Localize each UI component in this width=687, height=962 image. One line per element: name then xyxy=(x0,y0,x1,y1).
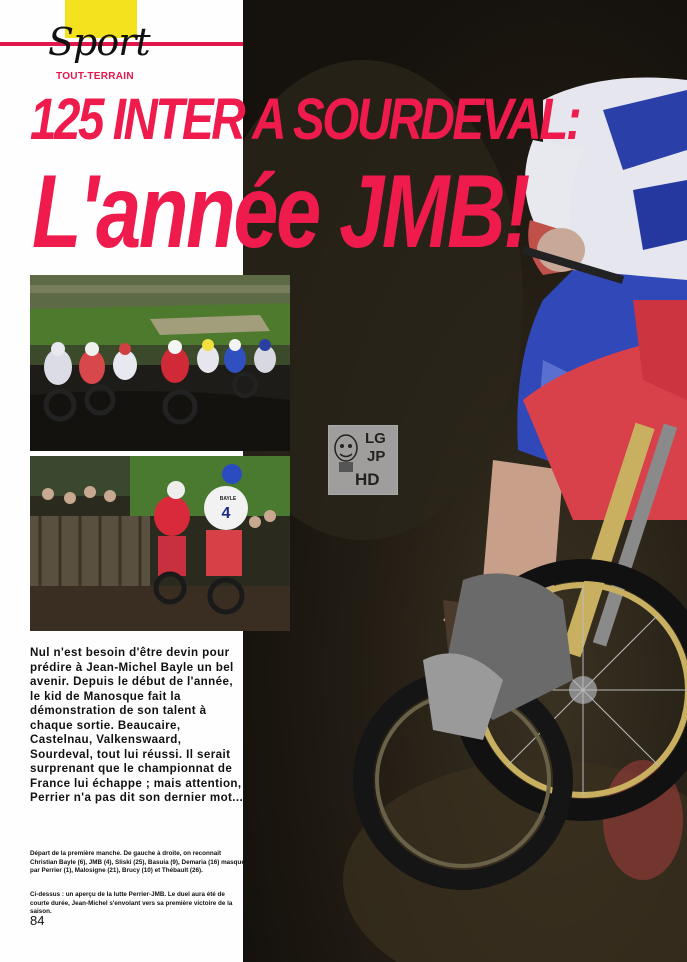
watermark-stamp xyxy=(328,425,398,495)
race-start-illustration xyxy=(30,275,290,451)
lead-paragraph: Nul n'est besoin d'être devin pour prédire à Jean-Michel Bayle un bel avenir. Depuis le début de l'année, le kid de Manosque fait la démonstration de son talent à chaque sortie. Beaucaire, Castelnau, Valkenswaard, Sourdeval, tout lui réussi. Il serait surprenant que le championnat de France lui échappe ; mais attention, Perrier n'a pas dit son dernier mot... xyxy=(30,646,244,804)
headline-line-1: 125 INTER A SOURDEVAL: xyxy=(30,87,580,152)
rubric-label: TOUT-TERRAIN xyxy=(56,71,134,82)
duel-illustration xyxy=(30,456,290,631)
watermark-face-icon xyxy=(331,432,361,472)
caption-first-photo: Départ de la première manche. De gauche à droite, on reconnait Christian Bayle (6), JMB (4), Sliski (25), Basuia (9), Demaria (16) masqué par Perrier (1), Malosigne (21), Brucy (10) et Thébault (26). xyxy=(30,850,245,875)
photo-race-start xyxy=(30,275,290,451)
jersey-number: 4 xyxy=(221,505,231,522)
watermark-line-3: HD xyxy=(355,470,380,489)
watermark-line-1: LG xyxy=(365,430,386,447)
page-number: 84 xyxy=(30,913,45,928)
caption-second-photo: Ci-dessus : un aperçu de la lutte Perrier-JMB. Le duel aura été de courte durée, Jean-Michel s'envolant vers sa première victoire de la saison. xyxy=(30,891,233,916)
watermark-line-2: JP xyxy=(367,448,386,465)
headline-line-2: L'année JMB! xyxy=(32,154,529,270)
jersey-name: BAYLE xyxy=(219,496,237,502)
section-logo: Sport xyxy=(48,20,150,64)
photo-perrier-jmb-duel xyxy=(30,456,290,631)
